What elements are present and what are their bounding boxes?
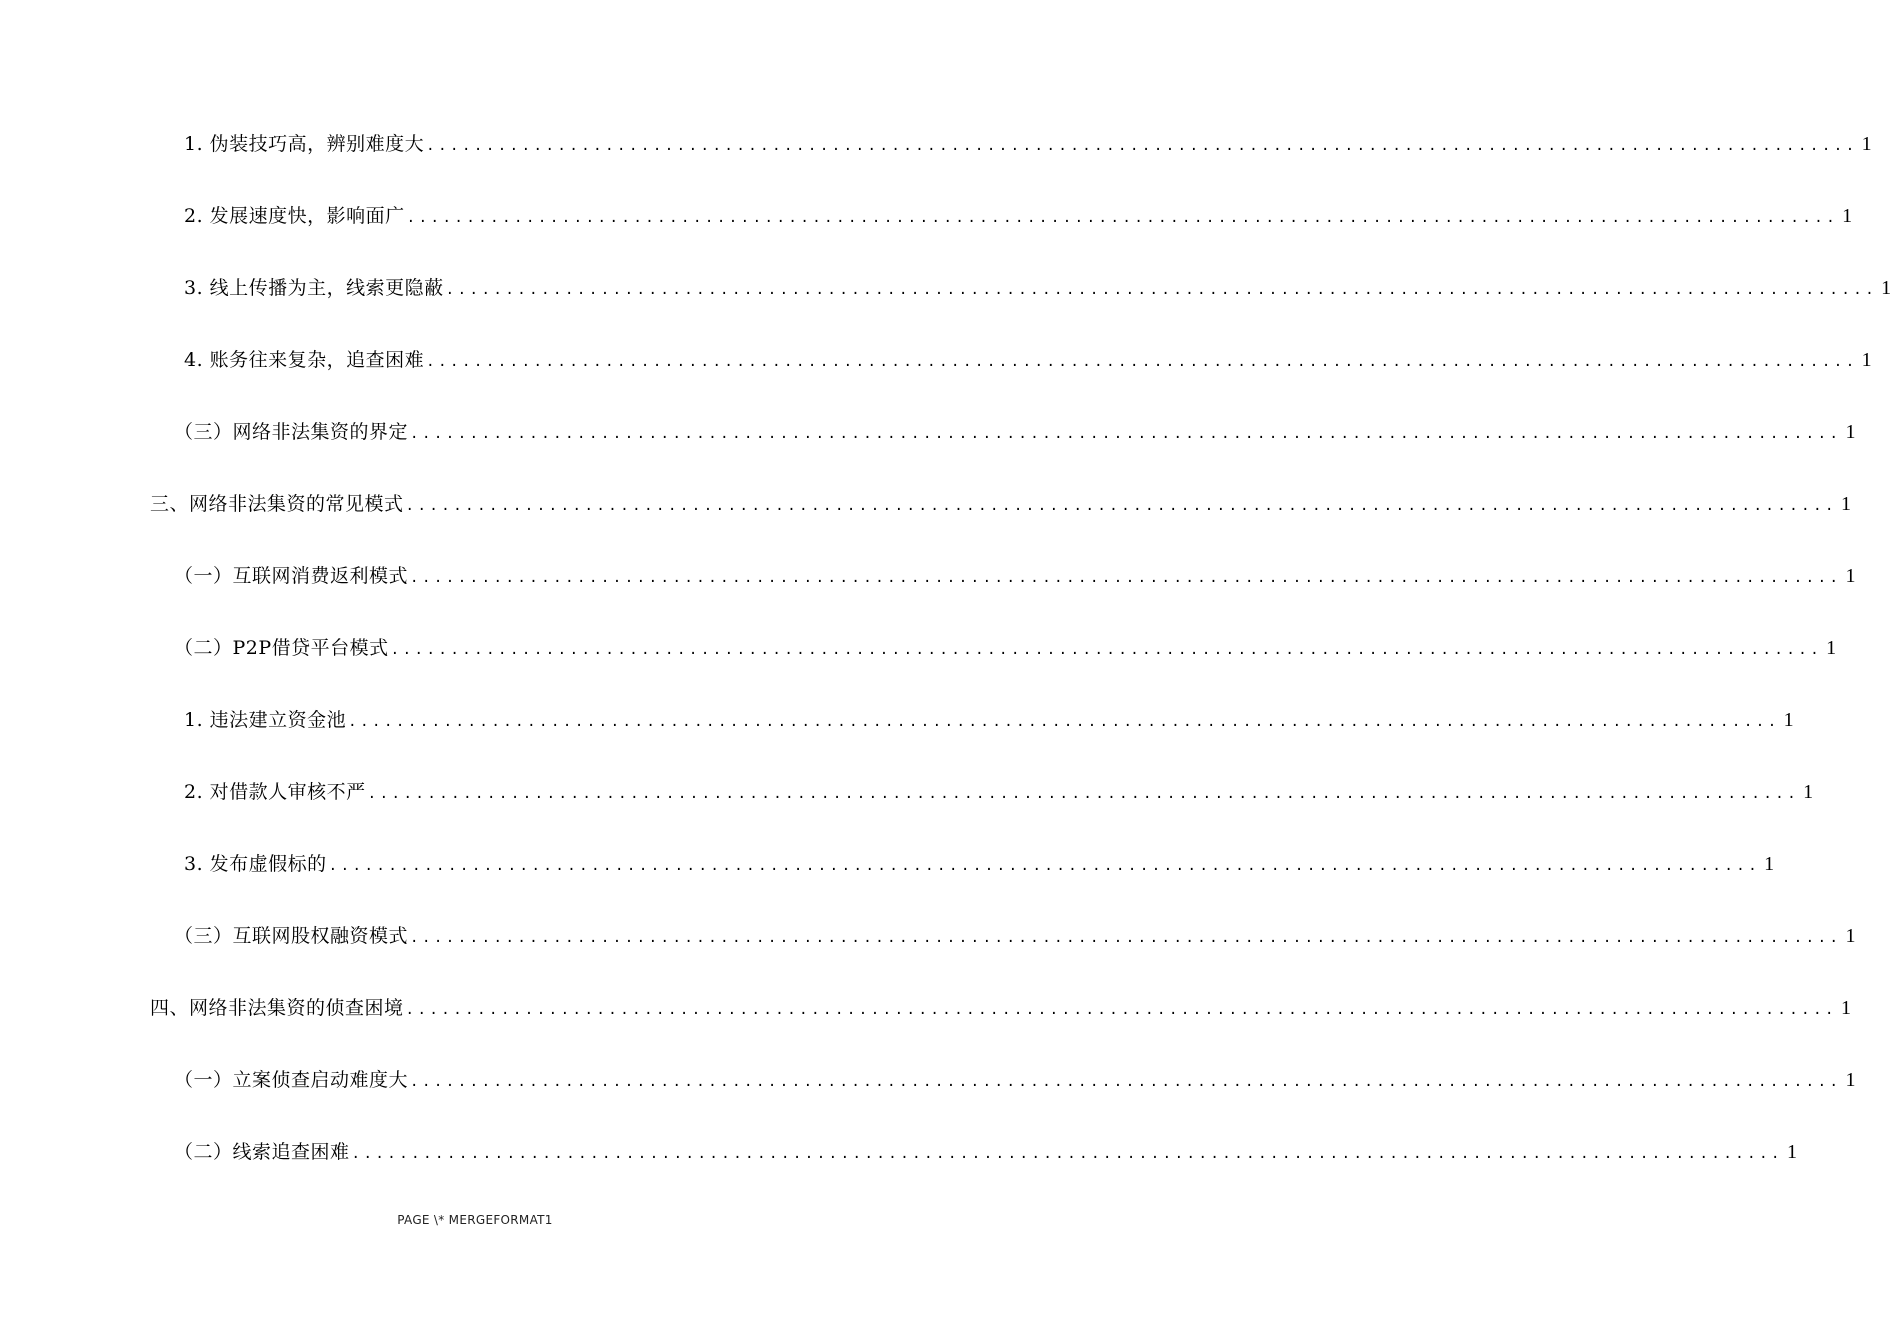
- toc-page-number: 1: [1842, 205, 1853, 227]
- toc-entry[interactable]: [174, 1065, 1856, 1095]
- toc-entry[interactable]: [184, 777, 1814, 807]
- toc-leader-dots: ........................................................................................................................: [405, 498, 1837, 514]
- toc-entry-title: 4. 账务往来复杂，追查困难: [184, 349, 425, 371]
- toc-entry[interactable]: [174, 1137, 1798, 1167]
- toc-entry-title: （二）线索追查困难: [174, 1141, 350, 1163]
- toc-page-number: 1: [1803, 781, 1814, 803]
- toc-leader-dots: ........................................................................................................................: [328, 858, 1761, 874]
- toc-leader-dots: ........................................................................................................................: [410, 930, 1842, 946]
- toc-page-number: 1: [1786, 1141, 1798, 1163]
- toc-leader-dots: ........................................................................................................................: [367, 786, 1800, 802]
- toc-entry[interactable]: [184, 273, 1892, 303]
- toc-entry[interactable]: [174, 633, 1837, 663]
- toc-entry-title: 2. 发展速度快，影响面广: [184, 205, 405, 227]
- toc-entry-title: 3. 发布虚假标的: [184, 853, 327, 875]
- toc-leader-dots: ........................................................................................................................: [426, 138, 1858, 154]
- toc-leader-dots: ........................................................................................................................: [348, 714, 1780, 730]
- toc-page-number: 1: [1845, 1069, 1856, 1091]
- toc-entry[interactable]: [174, 921, 1856, 951]
- toc-entry-title: （二）P2P借贷平台模式: [174, 637, 389, 659]
- toc-page-number: 1: [1826, 637, 1837, 659]
- toc-entry-title: 三、网络非法集资的常见模式: [150, 493, 404, 515]
- toc-leader-dots: ........................................................................................................................: [390, 642, 1823, 658]
- toc-entry[interactable]: [174, 561, 1856, 591]
- toc-entry-title: 四、网络非法集资的侦查困境: [150, 997, 404, 1019]
- toc-page-number: 1: [1861, 349, 1873, 371]
- toc-page-number: 1: [1840, 997, 1852, 1019]
- toc-leader-dots: ........................................................................................................................: [445, 282, 1878, 298]
- toc-entry[interactable]: [184, 129, 1873, 159]
- toc-entry-title: 1. 伪装技巧高，辨别难度大: [184, 133, 425, 155]
- toc-entry-title: 2. 对借款人审核不严: [184, 781, 366, 803]
- toc-entry[interactable]: [174, 417, 1856, 447]
- toc-entry[interactable]: [184, 201, 1853, 231]
- toc-page-number: 1: [1881, 277, 1892, 299]
- toc-page-number: 1: [1783, 709, 1795, 731]
- toc-page-number: 1: [1845, 565, 1856, 587]
- toc-leader-dots: ........................................................................................................................: [351, 1146, 1783, 1162]
- toc-page-number: 1: [1845, 421, 1856, 443]
- toc-entry[interactable]: [184, 345, 1873, 375]
- toc-leader-dots: ........................................................................................................................: [406, 210, 1839, 226]
- toc-leader-dots: ........................................................................................................................: [410, 570, 1842, 586]
- toc-entry-title: （三）互联网股权融资模式: [174, 925, 409, 947]
- toc-page-number: 1: [1840, 493, 1852, 515]
- toc-page-number: 1: [1764, 853, 1775, 875]
- page-footer: PAGE \* MERGEFORMAT1: [397, 1213, 553, 1227]
- toc-entry[interactable]: [184, 849, 1775, 879]
- toc-entry[interactable]: [184, 705, 1795, 735]
- toc-leader-dots: ........................................................................................................................: [410, 426, 1842, 442]
- toc-entry-title: 1. 违法建立资金池: [184, 709, 347, 731]
- toc-leader-dots: ........................................................................................................................: [410, 1074, 1842, 1090]
- toc-entry-title: （三）网络非法集资的界定: [174, 421, 409, 443]
- toc-entry-title: （一）立案侦查启动难度大: [174, 1069, 409, 1091]
- toc-entry[interactable]: [150, 993, 1852, 1023]
- toc-entry-title: （一）互联网消费返利模式: [174, 565, 409, 587]
- toc-leader-dots: ........................................................................................................................: [405, 1002, 1837, 1018]
- toc-page-number: 1: [1861, 133, 1873, 155]
- toc-entry[interactable]: [150, 489, 1852, 519]
- toc-leader-dots: ........................................................................................................................: [426, 354, 1858, 370]
- toc-page-number: 1: [1845, 925, 1856, 947]
- toc-entry-title: 3. 线上传播为主，线索更隐蔽: [184, 277, 444, 299]
